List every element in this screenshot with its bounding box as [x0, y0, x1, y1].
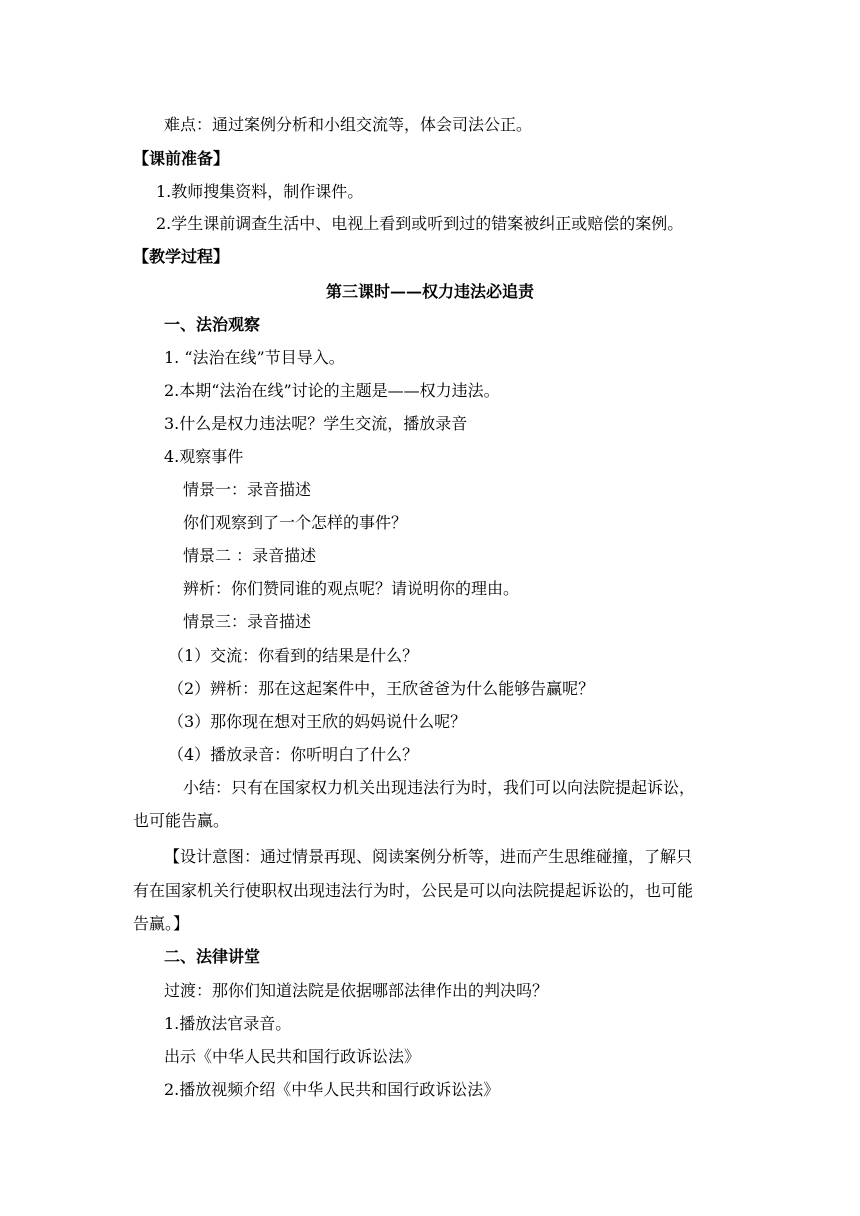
- law-step-2: 2.播放视频介绍《中华人民共和国行政诉讼法》: [164, 1080, 500, 1099]
- design-intent-line-2: 有在国家机关行使职权出现违法行为时，公民是可以向法院提起诉讼的，也可能: [133, 881, 694, 900]
- prep-item-2: 2.学生课前调查生活中、电视上看到或听到过的错案被纠正或赔偿的案例。: [156, 214, 684, 233]
- scene-2: 情景二 ：录音描述: [183, 546, 317, 565]
- part-heading-1: 一、法治观察: [164, 315, 261, 334]
- summary-line-2: 也可能告赢。: [133, 811, 230, 830]
- section-heading-process: 【教学过程】: [133, 247, 230, 266]
- step-1: 1. “法治在线”节目导入。: [164, 348, 345, 367]
- scene-3: 情景三：录音描述: [183, 612, 312, 631]
- scene-3-item-4: （4）播放录音：你听明白了什么？: [168, 745, 419, 764]
- design-intent-line-3: 告赢。】: [133, 914, 190, 933]
- step-2: 2.本期“法治在线”讨论的主题是——权力违法。: [164, 381, 500, 400]
- design-intent-line-1: 【设计意图：通过情景再现、阅读案例分析等，进而产生思维碰撞，了解只: [164, 847, 693, 866]
- scene-1-question: 你们观察到了一个怎样的事件？: [183, 513, 408, 532]
- transition-line: 过渡：那你们知道法院是依据哪部法律作出的判决吗？: [164, 981, 549, 1000]
- prep-item-1: 1.教师搜集资料，制作课件。: [156, 182, 364, 201]
- step-3: 3.什么是权力违法呢？学生交流，播放录音: [164, 414, 468, 433]
- scene-2-question: 辨析：你们赞同谁的观点呢？请说明你的理由。: [183, 579, 520, 598]
- section-heading-preparation: 【课前准备】: [133, 149, 230, 168]
- summary-line-1: 小结：只有在国家权力机关出现违法行为时，我们可以向法院提起诉讼，: [183, 778, 696, 797]
- scene-1: 情景一：录音描述: [183, 480, 312, 499]
- difficulty-line: 难点：通过案例分析和小组交流等，体会司法公正。: [164, 115, 533, 134]
- scene-3-item-1: （1）交流：你看到的结果是什么？: [168, 646, 419, 665]
- part-heading-2: 二、法律讲堂: [164, 947, 261, 966]
- law-show-line: 出示《中华人民共和国行政诉讼法》: [164, 1047, 421, 1066]
- scene-3-item-2: （2）辨析：那在这起案件中，王欣爸爸为什么能够告赢呢？: [168, 679, 595, 698]
- scene-3-item-3: （3）那你现在想对王欣的妈妈说什么呢？: [168, 712, 467, 731]
- lesson-title: 第三课时——权力违法必追责: [325, 282, 534, 301]
- step-4: 4.观察事件: [164, 447, 244, 466]
- law-step-1: 1.播放法官录音。: [164, 1014, 292, 1033]
